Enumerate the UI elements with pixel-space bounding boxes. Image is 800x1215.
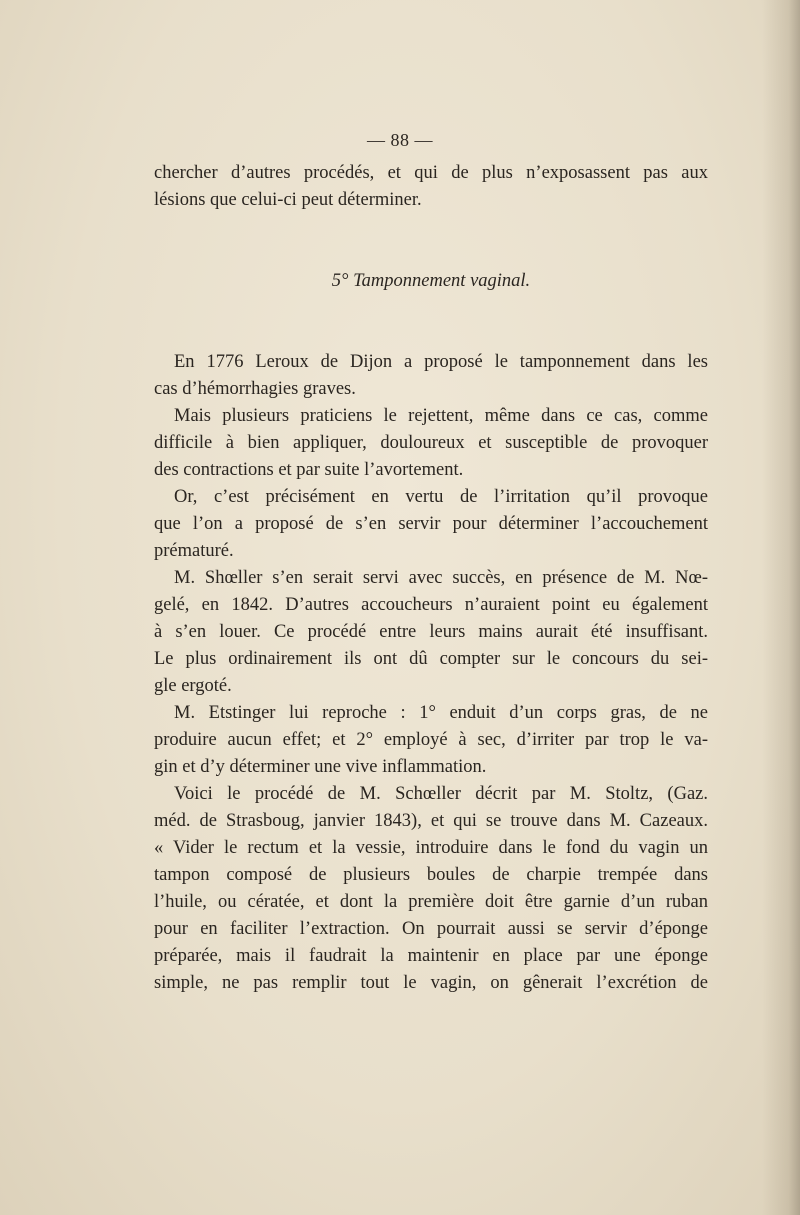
text-line: M. Etstinger lui reproche : 1° enduit d’un corps gras, de ne xyxy=(174,703,708,723)
section-heading: 5° Tamponnement vaginal. xyxy=(331,271,531,291)
text-line: Le plus ordinairement ils ont dû compter sur le concours du sei- xyxy=(154,649,708,669)
page-number: — 88 — xyxy=(367,130,433,150)
text-line: M. Shœller s’en serait servi avec succès, en présence de M. Nœ- xyxy=(174,568,708,588)
body-text xyxy=(154,160,708,997)
text-line: pour en faciliter l’extraction. On pourrait aussi se servir d’éponge xyxy=(154,919,708,939)
text-line: Or, c’est précisément en vertu de l’irritation qu’il provoque xyxy=(174,487,708,507)
text-line: gin et d’y déterminer une vive inflammation. xyxy=(154,757,487,777)
text-line: méd. de Strasboug, janvier 1843), et qui se trouve dans M. Cazeaux. xyxy=(154,811,708,831)
text-line: difficile à bien appliquer, douloureux et susceptible de provoquer xyxy=(154,433,708,453)
text-line: tampon composé de plusieurs boules de charpie trempée dans xyxy=(154,865,708,885)
text-line: à s’en louer. Ce procédé entre leurs mains aurait été insuffisant. xyxy=(154,622,708,642)
page-edge-shadow xyxy=(762,0,800,1215)
text-line: « Vider le rectum et la vessie, introduire dans le fond du vagin un xyxy=(154,838,708,858)
text-line: que l’on a proposé de s’en servir pour déterminer l’accouchement xyxy=(154,514,708,534)
text-line: Voici le procédé de M. Schœller décrit par M. Stoltz, (Gaz. xyxy=(174,784,708,804)
text-line: prématuré. xyxy=(154,541,234,561)
text-line: cas d’hémorrhagies graves. xyxy=(154,379,356,399)
text-line: produire aucun effet; et 2° employé à sec, d’irriter par trop le va- xyxy=(154,730,708,750)
text-line: chercher d’autres procédés, et qui de plus n’exposassent pas aux xyxy=(154,163,708,183)
text-line: simple, ne pas remplir tout le vagin, on gênerait l’excrétion de xyxy=(154,973,708,993)
text-line: Mais plusieurs praticiens le rejettent, même dans ce cas, comme xyxy=(174,406,708,426)
text-line: gelé, en 1842. D’autres accoucheurs n’auraient point eu également xyxy=(154,595,708,615)
text-line: En 1776 Leroux de Dijon a proposé le tamponnement dans les xyxy=(174,352,708,372)
text-line: lésions que celui-ci peut déterminer. xyxy=(154,190,422,210)
text-line: des contractions et par suite l’avortement. xyxy=(154,460,464,480)
text-line: l’huile, ou cératée, et dont la première doit être garnie d’un ruban xyxy=(154,892,708,912)
text-line: préparée, mais il faudrait la maintenir en place par une éponge xyxy=(154,946,708,966)
text-line: gle ergoté. xyxy=(154,676,232,696)
